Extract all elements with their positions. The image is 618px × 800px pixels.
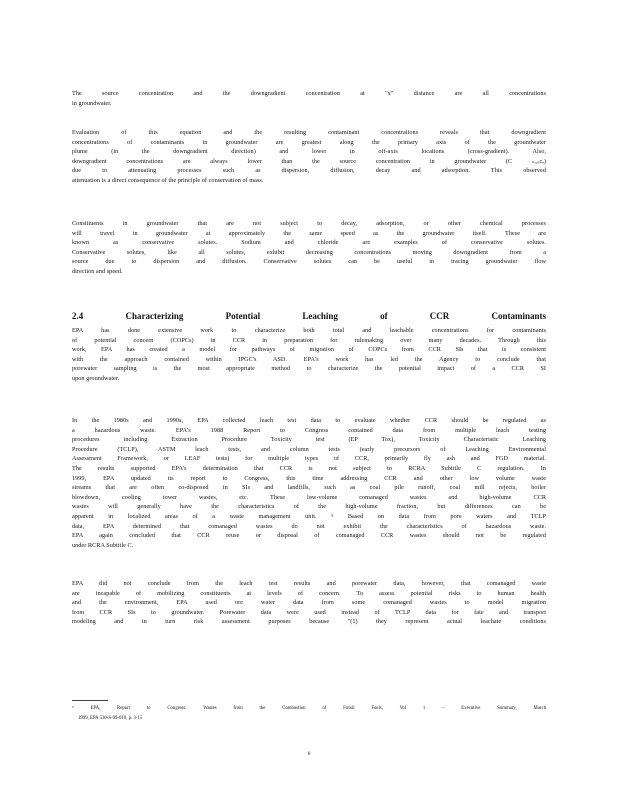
text-line: Conservative solutes, like all solutes, exhibit decreasing concentrations moving downgradient from a: [72, 248, 546, 256]
intro-paragraph: [72, 89, 546, 108]
text-line: Evaluation of this equation and the resulting contaminant concentrations reveals that downgradient: [72, 129, 546, 136]
footnote-text: EPA, Report to Congress: Wastes from the Combustion of Fossil Fuels, Vol 1 – Executive Summary, March: [90, 706, 546, 711]
text-line: Procedure (TCLP), ASTM leach tests, and column tests (early precursors of Leaching Environmental: [72, 445, 546, 453]
text-line: plume (in the downgradient direction) and lower in off-axis locations (cross-gradient). Also,: [72, 148, 546, 156]
section-heading: [72, 311, 546, 321]
footnote-divider: [72, 700, 108, 701]
heading-word: Leaching: [302, 311, 338, 321]
text-line: In the 1980s and 1990s, EPA collected leach test data to evaluate whether CCR should be regulated as: [72, 417, 546, 424]
text-line: EPA again concluded that CCR reuse or disposal of comanaged CCR wastes should not be regulated: [72, 532, 546, 540]
text-line: and the environment, EPA used ore water data from some comanaged wastes to model migration: [72, 599, 546, 607]
epa-work-paragraph: [72, 326, 546, 384]
text-line: concentrations of contaminants in groundwater are greatest along the primary axis of the groundwater: [72, 138, 546, 146]
text-line: apparent in localized areas of a waste management unit. ⁵ Based on data from pore waters and TCLP: [72, 512, 546, 520]
page-number: 6: [307, 752, 311, 757]
text-line: source due to dispersion and diffusion. Conservative solutes can be useful in tracing groundwater flow: [72, 258, 546, 266]
section-number: 2.4: [72, 311, 84, 321]
text-line: work, EPA has created a model for pathways of migration of COPCs from CCR SIs that is consistent: [72, 346, 546, 354]
text-line: direction and speed.: [72, 267, 123, 275]
text-line: under RCRA Subtitle C.: [72, 541, 134, 549]
footnote: [72, 704, 546, 723]
footnote-line: [72, 704, 546, 714]
text-line: Constituents in groundwater that are not subject to decay, adsorption, or other chemical processes: [72, 220, 546, 227]
text-line: EPA has done extensive work to characterize both total and leachable concentrations for contaminants: [72, 327, 546, 334]
text-line: procedures including Extraction Procedure Toxicity test (EP Tox), Toxicity Characteristic Leaching: [72, 436, 546, 444]
history-paragraph: [72, 416, 546, 550]
text-line: in groundwater.: [72, 99, 112, 107]
text-line: streams that are often co-disposed in SIs and landfills, such as coal pile runoff, coal mill rejects, boiler: [72, 484, 546, 492]
text-line: attenuation is a direct consequence of the principle of conservation of mass.: [72, 176, 264, 184]
text-line: EPA did not conclude from the leach test results and porewater data, however, that comanaged waste: [72, 580, 546, 587]
text-line: are incapable of mobilizing constituents at levels of concern. To assess potential risks to human health: [72, 589, 546, 597]
heading-word: CCR: [429, 311, 450, 321]
attenuation-paragraph: [72, 128, 546, 186]
text-line: The source concentration and the downgradient concentration at "x" distance are all concentrations: [72, 90, 546, 97]
heading-word: Contaminants: [491, 311, 546, 321]
text-line: known as conservative solutes. Sodium and chloride are examples of conservative solutes.: [72, 239, 546, 247]
text-line: 1999, EPA updated its report to Congress, this time addressing CCR and other low volume waste: [72, 474, 546, 482]
text-line: due to attenuating processes such as dispersion, diffusion, decay and adsorption. This observed: [72, 167, 546, 175]
text-line: a hazardous waste. EPA's 1988 Report to Congress contained data from multiple leach testing: [72, 426, 546, 434]
heading-word: Characterizing: [125, 311, 184, 321]
text-line: The results supported EPA's determination that CCR is not subject to RCRA Subtitle C regulation. In: [72, 464, 546, 472]
text-line: with the approach contained within IPGC's ASD. EPA's work has led the Agency to conclude that: [72, 355, 546, 363]
text-line: downgradient concentrations are always lower than the source concentration in groundwater (C ₛₒᵤᵣcₑ): [72, 157, 546, 165]
text-line: blowdown, cooling tower wastes, etc. These low-volume comanaged wastes and high-volume CCR: [72, 493, 546, 501]
text-line: Assessment Framework, or LEAF tests) for multiple types of CCR, primarily fly ash and FGD material.: [72, 455, 546, 463]
heading-word: of: [380, 311, 388, 321]
text-line: of potential concern (COPCs) in CCR in preparation for rulemaking over many decades. Through this: [72, 336, 546, 344]
text-line: data, EPA determined that comanaged wastes do not exhibit the characteristics of hazardous waste.: [72, 522, 546, 530]
text-line: wastes will generally have the characteristics of the high-volume fraction, but differences can be: [72, 503, 546, 511]
text-line: will travel in groundwater at approximately the same speed as the groundwater itself. These are: [72, 229, 546, 237]
text-line: porewater sampling is the most appropriate method to characterize the potential impact of a CCR SI: [72, 365, 546, 373]
text-line: from CCR SIs to groundwater. Porewater data were used instead of TCLP data for fate and transport: [72, 608, 546, 616]
conservative-solutes-paragraph: [72, 219, 546, 277]
porewater-paragraph: [72, 579, 546, 627]
footnote-line: 1999, EPA 530-S-99-010, p. 3-15: [78, 715, 143, 721]
text-line: upon groundwater.: [72, 374, 120, 382]
text-line: modeling and in turn risk assessment purposes because "(1) they represent actual leachate conditions: [72, 618, 546, 626]
footnote-marker: ⁵: [72, 706, 74, 711]
heading-word: Potential: [225, 311, 261, 321]
